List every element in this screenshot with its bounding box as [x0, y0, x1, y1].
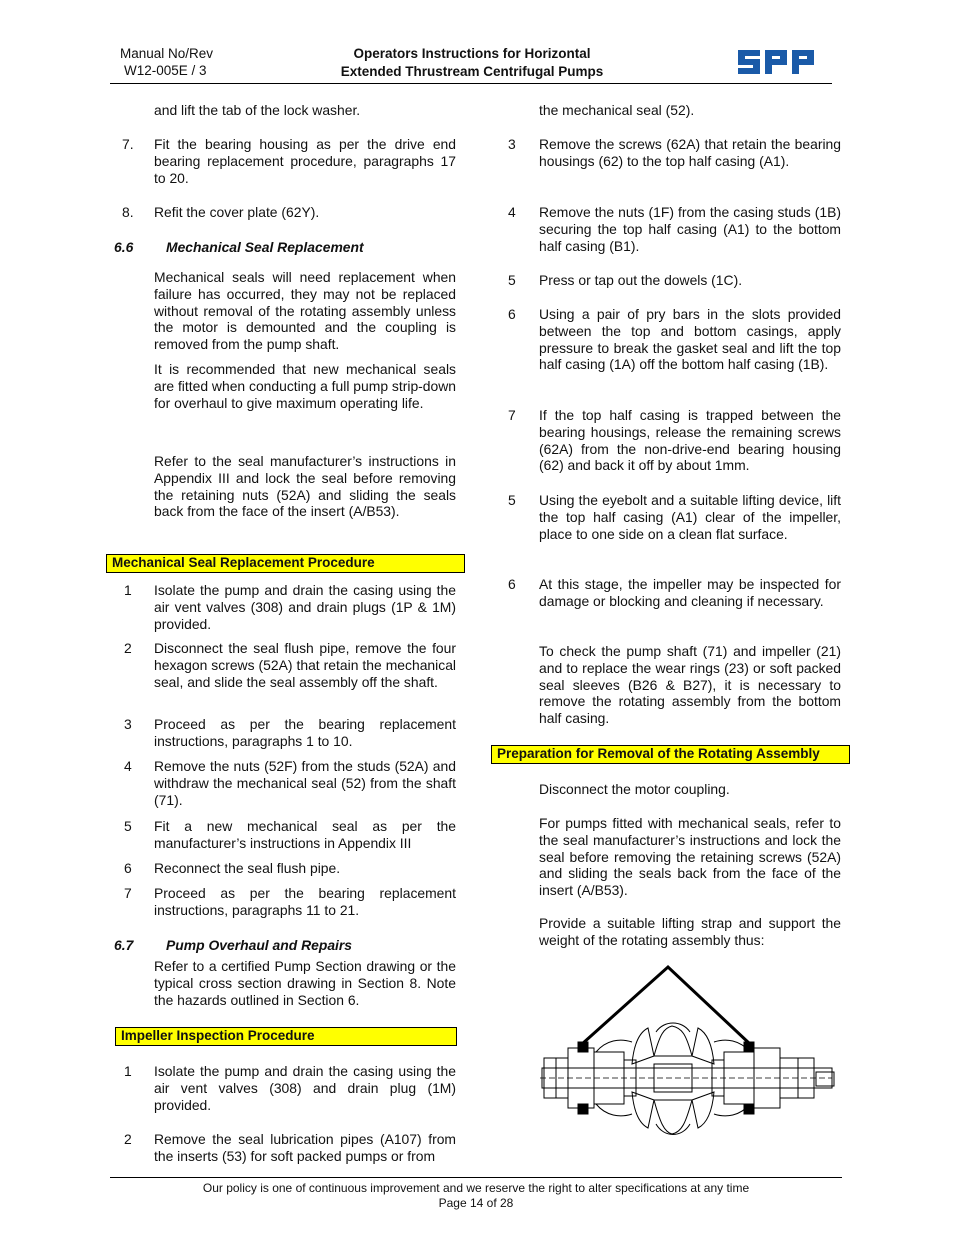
r-step-6-number: 6 — [508, 306, 516, 322]
r-step-6-text: Using a pair of pry bars in the slots provided between the top and bottom casings, apply pressure to break the gasket seal and lift the top half casing (1A) off the bottom half casing (1B). — [539, 306, 841, 373]
rotating-assembly-note: To check the pump shaft (71) and impeller (21) and to replace the wear rings (23) or soft packed seal sleeves (B26 & B27), it is necessary to remove the rotating assembly from the bottom half casing. — [539, 643, 841, 727]
right-continuation: the mechanical seal (52). — [539, 102, 695, 118]
document-title — [300, 45, 644, 81]
footer-rule — [110, 1177, 842, 1178]
proc-5-number: 5 — [124, 818, 132, 834]
impeller-procedure-heading: Impeller Inspection Procedure — [115, 1027, 457, 1046]
prep-paragraph-1: Disconnect the motor coupling. — [539, 781, 730, 797]
footer-policy: Our policy is one of continuous improvement and we reserve the right to alter specifications at any time — [202, 1181, 750, 1195]
r-step-3-text: Remove the screws (62A) that retain the bearing housings (62) to the top half casing (A1). — [539, 136, 841, 169]
proc-5-text: Fit a new mechanical seal as per the manufacturer’s instructions in Appendix III — [154, 818, 456, 851]
proc-4-number: 4 — [124, 758, 132, 774]
seal-paragraph-1: Mechanical seals will need replacement when failure has occurred, they may not be replaced without removal of the rotating assembly unless the motor is demounted and the coupling is removed from the pump shaft. — [154, 269, 456, 353]
section-number: 6.7 — [114, 937, 134, 953]
proc-4-text: Remove the nuts (52F) from the studs (52A) and withdraw the mechanical seal (52) from the shaft (71). — [154, 758, 456, 808]
preparation-heading: Preparation for Removal of the Rotating Assembly — [491, 745, 850, 764]
impeller-step-2-number: 2 — [124, 1131, 132, 1147]
r-step-4-text: Remove the nuts (1F) from the casing studs (1B) securing the top half casing (A1) to the bottom half casing (B1). — [539, 204, 841, 254]
section-number: 6.6 — [114, 239, 134, 255]
footer — [110, 1181, 842, 1211]
proc-7-text: Proceed as per the bearing replacement instructions, paragraphs 11 to 21. — [154, 885, 456, 918]
seal-paragraph-2: It is recommended that new mechanical seals are fitted when conducting a full pump strip-down for overhaul to give maximum operating life. — [154, 361, 456, 411]
r-step-5-text: Press or tap out the dowels (1C). — [539, 272, 743, 288]
rotating-assembly-drawing — [536, 962, 842, 1158]
seal-paragraph-3: Refer to the seal manufacturer’s instructions in Appendix III and lock the seal before removing the retaining nuts (52A) and sliding the seals back from the face of the insert (A/B53). — [154, 453, 456, 520]
proc-1-text: Isolate the pump and drain the casing using the air vent valves (308) and drain plugs (1P & 1M) provided. — [154, 582, 456, 632]
r-step-5b-number: 5 — [508, 492, 516, 508]
manual-label: Manual No/Rev — [120, 46, 214, 61]
impeller-step-1-text: Isolate the pump and drain the casing using the air vent valves (308) and drain plug (1M) provided. — [154, 1063, 456, 1113]
proc-3-number: 3 — [124, 716, 132, 732]
r-step-7-text: If the top half casing is trapped between the bearing housings, release the remaining screws (62A) from the non-drive-end bearing housing (62) and back it off by about 1mm. — [539, 407, 841, 474]
section-6-6-heading — [114, 239, 364, 256]
prep-paragraph-3: Provide a suitable lifting strap and support the weight of the rotating assembly thus: — [539, 915, 841, 948]
section-title: Mechanical Seal Replacement — [166, 239, 364, 255]
r-step-6b-text: At this stage, the impeller may be inspected for damage or blocking and cleaning if necessary. — [539, 576, 841, 609]
section-6-7-heading — [114, 937, 352, 954]
overhaul-paragraph: Refer to a certified Pump Section drawing or the typical cross section drawing in Section 8. Note the hazards outlined in Section 6. — [154, 958, 456, 1008]
impeller-step-2-text: Remove the seal lubrication pipes (A107) from the inserts (53) for soft packed pumps or from — [154, 1131, 456, 1164]
step-8-number: 8. — [122, 204, 134, 220]
prep-paragraph-2: For pumps fitted with mechanical seals, refer to the seal manufacturer’s instructions and lock the seal before removing the retaining screws (52A) and sliding the seals back from the face of the insert (A/B53). — [539, 815, 841, 899]
step-8-text: Refit the cover plate (62Y). — [154, 204, 320, 220]
r-step-3-number: 3 — [508, 136, 516, 152]
step-7-text: Fit the bearing housing as per the drive end bearing replacement procedure, paragraphs 17 to 20. — [154, 136, 456, 186]
spp-logo — [736, 46, 818, 78]
proc-1-number: 1 — [124, 582, 132, 598]
title-line-1: Operators Instructions for Horizontal — [353, 46, 591, 61]
proc-7-number: 7 — [124, 885, 132, 901]
proc-3-text: Proceed as per the bearing replacement instructions, paragraphs 1 to 10. — [154, 716, 456, 749]
r-step-4-number: 4 — [508, 204, 516, 220]
manual-value: W12-005E / 3 — [124, 63, 207, 78]
proc-6-text: Reconnect the seal flush pipe. — [154, 860, 341, 876]
header-rule — [110, 83, 832, 84]
r-step-5-number: 5 — [508, 272, 516, 288]
proc-2-number: 2 — [124, 640, 132, 656]
impeller-step-1-number: 1 — [124, 1063, 132, 1079]
section-title: Pump Overhaul and Repairs — [166, 937, 353, 953]
title-line-2: Extended Thrustream Centrifugal Pumps — [340, 64, 604, 79]
left-continuation: and lift the tab of the lock washer. — [154, 102, 361, 118]
manual-info — [120, 45, 213, 79]
page-number: Page 14 of 28 — [438, 1196, 514, 1210]
r-step-7-number: 7 — [508, 407, 516, 423]
proc-2-text: Disconnect the seal flush pipe, remove the four hexagon screws (52A) that retain the mechanical seal, and slide the seal assembly off the shaft. — [154, 640, 456, 690]
r-step-5b-text: Using the eyebolt and a suitable lifting device, lift the top half casing (A1) clear of the impeller, place to one side on a clean flat surface. — [539, 492, 841, 542]
r-step-6b-number: 6 — [508, 576, 516, 592]
seal-procedure-heading: Mechanical Seal Replacement Procedure — [106, 554, 465, 573]
step-7-number: 7. — [122, 136, 134, 152]
proc-6-number: 6 — [124, 860, 132, 876]
